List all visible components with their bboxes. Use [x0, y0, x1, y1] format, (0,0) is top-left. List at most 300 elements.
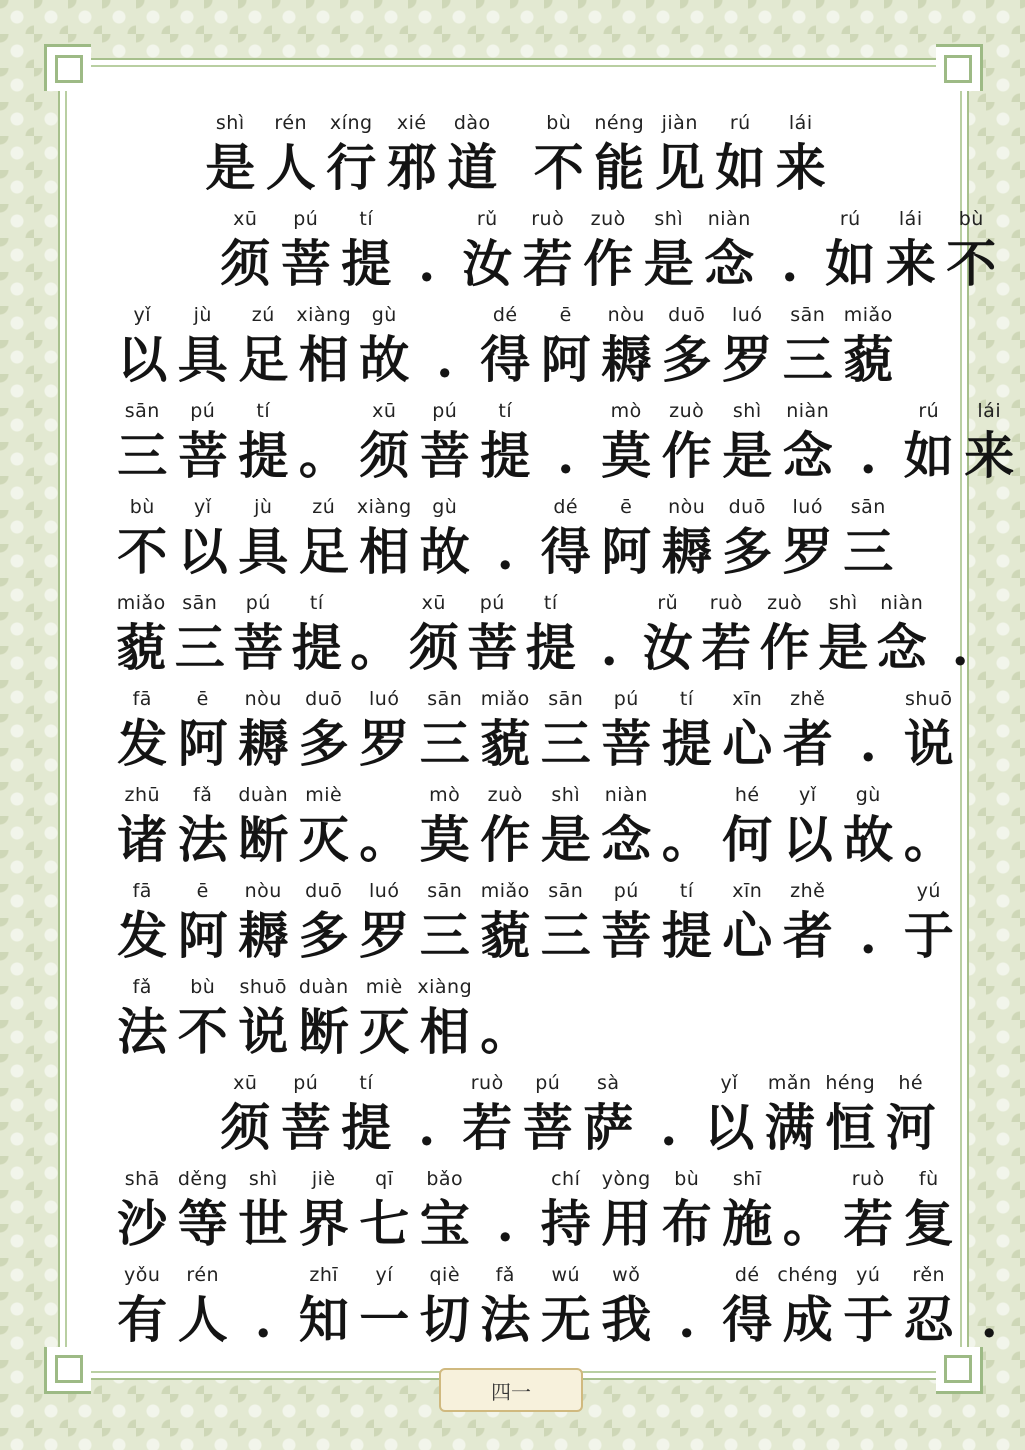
pinyin: zhū	[124, 784, 161, 806]
pinyin: ruò	[470, 1072, 504, 1094]
pinyin: lái	[898, 208, 923, 230]
char-cell	[354, 880, 415, 976]
pinyin: niàn	[880, 592, 924, 614]
char-cell	[475, 976, 536, 1072]
hanzi: 阿	[177, 906, 228, 965]
pinyin: shuō	[904, 688, 953, 710]
text-line	[112, 688, 959, 784]
pinyin: tí	[359, 208, 374, 230]
char-cell	[760, 1072, 821, 1168]
hanzi: 多	[298, 714, 349, 773]
hanzi: 菩	[233, 618, 284, 677]
char-cell	[233, 400, 294, 496]
pinyin: miǎo	[480, 880, 530, 902]
char-cell	[354, 400, 415, 496]
hanzi: 以	[782, 810, 833, 869]
char-cell	[717, 880, 778, 976]
char-cell	[536, 1168, 597, 1264]
hanzi: 是	[643, 234, 694, 293]
pinyin: zhě	[790, 880, 826, 902]
hanzi: 行	[326, 138, 377, 197]
hanzi: 以	[177, 522, 228, 581]
hanzi: 成	[782, 1290, 833, 1349]
pinyin: fǎ	[193, 784, 213, 806]
pinyin: zuò	[487, 784, 523, 806]
pinyin: ē	[559, 304, 572, 326]
pinyin: nòu	[668, 496, 706, 518]
char-cell	[536, 1264, 597, 1360]
hanzi: 道	[447, 138, 498, 197]
hanzi: 菩	[522, 1098, 573, 1157]
pinyin: sān	[124, 400, 160, 422]
pinyin: ē	[196, 688, 209, 710]
hanzi: 阿	[540, 330, 591, 389]
char-cell	[778, 1264, 839, 1360]
hanzi: .	[600, 618, 618, 677]
pinyin: fā	[132, 688, 152, 710]
char-cell	[596, 880, 657, 976]
pinyin: zuò	[590, 208, 626, 230]
pinyin: shì	[828, 592, 858, 614]
char-cell	[294, 976, 355, 1072]
char-cell	[717, 1264, 778, 1360]
pinyin: duàn	[298, 976, 349, 998]
hanzi: 用	[601, 1194, 652, 1253]
char-cell	[838, 1168, 899, 1264]
hanzi: 人	[265, 138, 316, 197]
char-cell	[415, 304, 476, 400]
pinyin: sān	[548, 688, 584, 710]
char-cell	[173, 784, 234, 880]
pinyin: tí	[359, 1072, 374, 1094]
hanzi: 故	[843, 810, 894, 869]
hanzi: 三	[419, 906, 470, 965]
char-cell	[382, 112, 443, 208]
hanzi: 是	[722, 426, 773, 485]
pinyin: pú	[245, 592, 271, 614]
hanzi: 复	[903, 1194, 954, 1253]
char-cell	[650, 112, 711, 208]
hanzi: 能	[594, 138, 645, 197]
pinyin: yí	[375, 1264, 394, 1286]
char-cell	[778, 304, 839, 400]
char-cell	[354, 496, 415, 592]
hanzi: 相	[419, 1002, 470, 1061]
char-cell	[881, 208, 942, 304]
hanzi: 。	[480, 1002, 531, 1061]
pinyin: wǒ	[612, 1264, 641, 1286]
char-cell	[294, 400, 355, 496]
hanzi: 是	[540, 810, 591, 869]
char-cell	[233, 688, 294, 784]
char-cell	[397, 1072, 458, 1168]
char-cell	[233, 880, 294, 976]
hanzi: 得	[480, 330, 531, 389]
char-cell	[717, 1168, 778, 1264]
pinyin: luó	[732, 304, 763, 326]
text-line	[200, 112, 831, 208]
hanzi: 作	[583, 234, 634, 293]
pinyin: xīn	[732, 688, 763, 710]
hanzi: 三	[117, 426, 168, 485]
pinyin: rú	[729, 112, 751, 134]
char-cell	[173, 976, 234, 1072]
char-cell	[838, 496, 899, 592]
hanzi: 知	[298, 1290, 349, 1349]
char-cell	[699, 208, 760, 304]
hanzi: 若	[701, 618, 752, 677]
char-cell	[657, 304, 718, 400]
hanzi: .	[254, 1290, 272, 1349]
hanzi: 持	[540, 1194, 591, 1253]
pinyin: rěn	[912, 1264, 946, 1286]
pinyin: rén	[274, 112, 308, 134]
pinyin: xié	[396, 112, 427, 134]
char-cell	[699, 1072, 760, 1168]
hanzi: 提	[238, 426, 289, 485]
hanzi: 七	[359, 1194, 410, 1253]
char-cell	[229, 592, 288, 688]
hanzi: 来	[775, 138, 826, 197]
pinyin: qiè	[429, 1264, 461, 1286]
char-cell	[778, 880, 839, 976]
hanzi: 相	[298, 330, 349, 389]
pinyin: tí	[498, 400, 513, 422]
char-cell	[475, 784, 536, 880]
hanzi: 耨	[601, 330, 652, 389]
pinyin: fǎ	[132, 976, 152, 998]
hanzi: 耨	[238, 714, 289, 773]
char-cell	[415, 496, 476, 592]
pinyin: zhī	[309, 1264, 339, 1286]
hanzi: 如	[903, 426, 954, 485]
text-line	[215, 1072, 941, 1168]
char-cell	[838, 400, 899, 496]
hanzi: 来	[964, 426, 1015, 485]
pinyin: yǐ	[133, 304, 152, 326]
hanzi: .	[678, 1290, 696, 1349]
hanzi: 有	[117, 1290, 168, 1349]
pinyin: ruò	[851, 1168, 885, 1190]
char-cell	[580, 592, 639, 688]
pinyin: dào	[453, 112, 491, 134]
hanzi: 汝	[642, 618, 693, 677]
char-cell	[778, 1168, 839, 1264]
char-cell	[899, 400, 960, 496]
char-cell	[415, 1168, 476, 1264]
char-cell	[657, 400, 718, 496]
pinyin: ē	[620, 496, 633, 518]
hanzi: 以	[704, 1098, 755, 1157]
hanzi: 足	[238, 330, 289, 389]
hanzi: 念	[601, 810, 652, 869]
char-cell	[233, 496, 294, 592]
hanzi: .	[781, 234, 799, 293]
pinyin: duō	[668, 304, 706, 326]
pinyin: zuò	[767, 592, 803, 614]
char-cell	[294, 688, 355, 784]
hanzi: .	[418, 1098, 436, 1157]
hanzi: 是	[205, 138, 256, 197]
hanzi: .	[859, 906, 877, 965]
pinyin: miè	[305, 784, 343, 806]
hanzi: 。	[350, 618, 401, 677]
char-cell	[415, 400, 476, 496]
char-cell	[778, 496, 839, 592]
hanzi: 罗	[782, 522, 833, 581]
pinyin: wú	[551, 1264, 581, 1286]
char-cell	[639, 592, 698, 688]
hanzi: 断	[238, 810, 289, 869]
char-cell	[838, 688, 899, 784]
pinyin: duō	[305, 688, 343, 710]
hanzi: 若	[522, 234, 573, 293]
char-cell	[596, 688, 657, 784]
hanzi: 说	[238, 1002, 289, 1061]
hanzi: 于	[843, 1290, 894, 1349]
hanzi: 于	[903, 906, 954, 965]
char-cell	[294, 784, 355, 880]
char-cell	[415, 688, 476, 784]
char-cell	[756, 592, 815, 688]
char-cell	[778, 688, 839, 784]
hanzi: 须	[220, 234, 271, 293]
pinyin: chí	[551, 1168, 581, 1190]
char-cell	[899, 784, 960, 880]
char-cell	[838, 784, 899, 880]
pinyin: niàn	[604, 784, 648, 806]
char-cell	[536, 688, 597, 784]
char-cell	[959, 400, 1020, 496]
pinyin: rén	[186, 1264, 220, 1286]
pinyin: tí	[309, 592, 324, 614]
char-cell	[397, 208, 458, 304]
hanzi: 心	[722, 906, 773, 965]
pinyin: yòng	[601, 1168, 651, 1190]
hanzi: 提	[525, 618, 576, 677]
hanzi: 若	[843, 1194, 894, 1253]
hanzi: 等	[177, 1194, 228, 1253]
pinyin: rú	[839, 208, 861, 230]
pinyin: pú	[613, 880, 639, 902]
hanzi: 耨	[661, 522, 712, 581]
hanzi: 灭	[298, 810, 349, 869]
char-cell	[475, 304, 536, 400]
hanzi: 。	[903, 810, 954, 869]
char-cell	[112, 1168, 173, 1264]
pinyin: shì	[215, 112, 245, 134]
char-cell	[171, 592, 230, 688]
char-cell	[518, 208, 579, 304]
char-cell	[760, 208, 821, 304]
pinyin: pú	[479, 592, 505, 614]
hanzi: 足	[298, 522, 349, 581]
char-cell	[518, 1072, 579, 1168]
hanzi: 念	[876, 618, 927, 677]
char-cell	[173, 496, 234, 592]
hanzi: .	[496, 1194, 514, 1253]
hanzi: 来	[885, 234, 936, 293]
char-cell	[276, 1072, 337, 1168]
pinyin: duō	[305, 880, 343, 902]
text-line	[112, 304, 899, 400]
pinyin: yú	[916, 880, 941, 902]
char-cell	[820, 1072, 881, 1168]
char-cell	[899, 1264, 960, 1360]
char-cell	[536, 784, 597, 880]
hanzi: .	[496, 522, 514, 581]
hanzi: 不	[117, 522, 168, 581]
hanzi: 一	[359, 1290, 410, 1349]
char-cell	[899, 1168, 960, 1264]
pinyin: tí	[679, 688, 694, 710]
char-cell	[463, 592, 522, 688]
char-cell	[596, 400, 657, 496]
char-cell	[536, 496, 597, 592]
pinyin: yǒu	[124, 1264, 161, 1286]
char-cell	[173, 1264, 234, 1360]
hanzi: 具	[238, 522, 289, 581]
char-cell	[294, 880, 355, 976]
char-cell	[657, 688, 718, 784]
pinyin: luó	[369, 880, 400, 902]
hanzi: 相	[359, 522, 410, 581]
hanzi: 是	[818, 618, 869, 677]
char-cell	[354, 1264, 415, 1360]
hanzi: 忍	[903, 1290, 954, 1349]
pinyin: dé	[553, 496, 579, 518]
hanzi: 故	[359, 330, 410, 389]
pinyin: shì	[248, 1168, 278, 1190]
hanzi: 提	[480, 426, 531, 485]
pinyin: xíng	[329, 112, 373, 134]
pinyin: nòu	[244, 880, 282, 902]
char-cell	[536, 880, 597, 976]
hanzi: 多	[661, 330, 712, 389]
hanzi: 提	[661, 906, 712, 965]
pinyin: děng	[177, 1168, 228, 1190]
char-cell	[475, 1264, 536, 1360]
hanzi: 人	[177, 1290, 228, 1349]
pinyin: miǎo	[843, 304, 893, 326]
char-cell	[173, 688, 234, 784]
hanzi: 邪	[386, 138, 437, 197]
pinyin: chéng	[777, 1264, 839, 1286]
char-cell	[657, 496, 718, 592]
char-cell	[261, 112, 322, 208]
hanzi: 须	[220, 1098, 271, 1157]
hanzi: 作	[759, 618, 810, 677]
hanzi: 诸	[117, 810, 168, 869]
hanzi: 三	[540, 714, 591, 773]
page-number: 四一	[439, 1368, 583, 1412]
hanzi: .	[859, 426, 877, 485]
hanzi: 灭	[359, 1002, 410, 1061]
pinyin: shī	[732, 1168, 762, 1190]
pinyin: nòu	[244, 688, 282, 710]
char-cell	[354, 304, 415, 400]
hanzi: 切	[419, 1290, 470, 1349]
text-line	[215, 208, 1002, 304]
pinyin: miǎo	[116, 592, 166, 614]
pinyin: shì	[551, 784, 581, 806]
char-cell	[596, 304, 657, 400]
char-cell	[294, 1168, 355, 1264]
char-cell	[354, 688, 415, 784]
hanzi: 作	[480, 810, 531, 869]
pinyin: zú	[312, 496, 336, 518]
char-cell	[717, 496, 778, 592]
pinyin: mǎn	[767, 1072, 812, 1094]
pinyin: jù	[254, 496, 273, 518]
text-line	[112, 784, 959, 880]
char-cell	[173, 304, 234, 400]
char-cell	[294, 1264, 355, 1360]
pinyin: pú	[190, 400, 216, 422]
char-cell	[596, 1168, 657, 1264]
pinyin: xiàng	[356, 496, 412, 518]
pinyin: rǔ	[476, 208, 498, 230]
char-cell	[814, 592, 873, 688]
hanzi: 作	[661, 426, 712, 485]
pinyin: miǎo	[480, 688, 530, 710]
char-cell	[415, 784, 476, 880]
char-cell	[522, 592, 581, 688]
pinyin: mò	[429, 784, 461, 806]
pinyin: xiàng	[417, 976, 473, 998]
pinyin: jiàn	[661, 112, 698, 134]
pinyin: gù	[371, 304, 397, 326]
hanzi: 罗	[722, 330, 773, 389]
pinyin: dé	[492, 304, 518, 326]
pinyin: ruò	[531, 208, 565, 230]
hanzi: 不	[946, 234, 997, 293]
hanzi: 菩	[280, 1098, 331, 1157]
char-cell	[112, 976, 173, 1072]
hanzi: 三	[843, 522, 894, 581]
pinyin: tí	[679, 880, 694, 902]
pinyin: luó	[369, 688, 400, 710]
pinyin: fù	[918, 1168, 939, 1190]
pinyin: jiè	[311, 1168, 336, 1190]
hanzi: .	[980, 1290, 998, 1349]
char-cell	[112, 1264, 173, 1360]
text-line	[112, 400, 1020, 496]
char-cell	[578, 208, 639, 304]
pinyin: lái	[977, 400, 1002, 422]
char-cell	[215, 208, 276, 304]
hanzi: 莫	[601, 426, 652, 485]
char-cell	[717, 304, 778, 400]
hanzi: 藐	[480, 714, 531, 773]
char-cell	[899, 880, 960, 976]
char-cell	[657, 880, 718, 976]
pinyin: xū	[372, 400, 397, 422]
char-cell	[215, 1072, 276, 1168]
char-cell	[294, 496, 355, 592]
pinyin: xū	[233, 208, 258, 230]
hanzi: 沙	[117, 1194, 168, 1253]
page-sheet	[58, 58, 1015, 1380]
char-cell	[771, 112, 832, 208]
hanzi: .	[418, 234, 436, 293]
hanzi: 者	[782, 906, 833, 965]
pinyin: duàn	[238, 784, 289, 806]
hanzi: 世	[238, 1194, 289, 1253]
hanzi: 宝	[419, 1194, 470, 1253]
hanzi: 念	[782, 426, 833, 485]
char-cell	[536, 400, 597, 496]
